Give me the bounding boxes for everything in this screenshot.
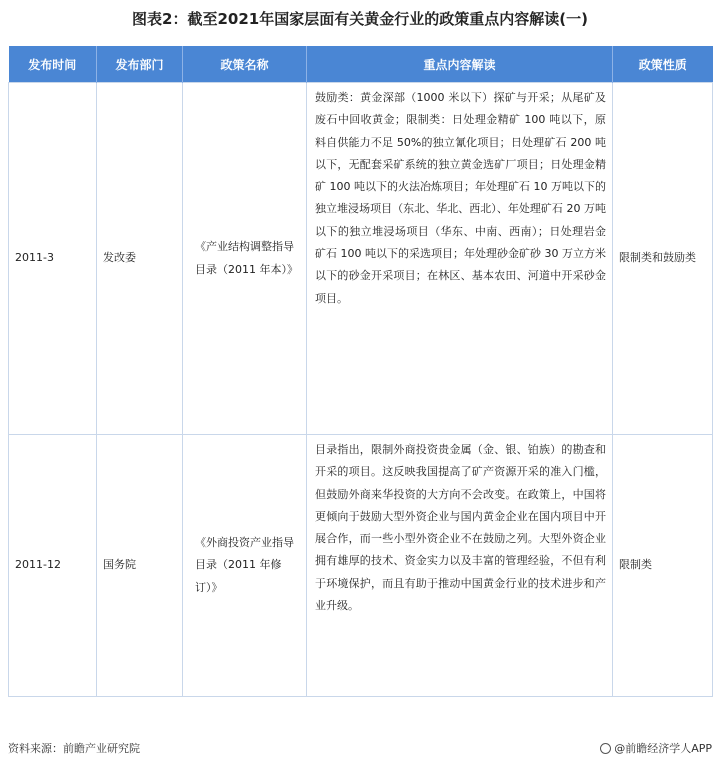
header-date: 发布时间: [9, 46, 97, 83]
row-date: 2011-12: [9, 435, 97, 697]
policy-table: [8, 46, 713, 697]
header-content: 重点内容解读: [307, 46, 613, 83]
row-date: 2011-3: [9, 83, 97, 435]
table-row: [9, 435, 713, 697]
brand-note: [600, 740, 712, 756]
row-content: 目录指出，限制外商投资贵金属（金、银、铂族）的勘查和开采的项目。这反映我国提高了矿产资源开采的准入门槛，但鼓励外商来华投资的大方向不会改变。在政策上，中国将更倾向于鼓励大型外资企业与国内黄金企业在国内项目中开展合作，而一些小型外资企业不在鼓励之列。大型外资企业拥有雄厚的技术、资金实力以及丰富的管理经验，不但有利于环境保护，而且有助于推动中国黄金行业的技术进步和产业升级。: [307, 435, 613, 697]
header-nature: 政策性质: [613, 46, 713, 83]
row-department: 国务院: [97, 435, 183, 697]
row-policy-name: 《外商投资产业指导目录（2011 年修订）》: [183, 435, 307, 697]
row-nature: 限制类和鼓励类: [613, 83, 713, 435]
chart-title: 图表2：截至2021年国家层面有关黄金行业的政策重点内容解读(一): [132, 10, 588, 28]
table-header-row: [9, 46, 713, 83]
table-row: [9, 83, 713, 435]
source-note: 资料来源：前瞻产业研究院: [8, 742, 140, 755]
row-nature: 限制类: [613, 435, 713, 697]
brand-logo-icon: [600, 743, 611, 754]
row-department: 发改委: [97, 83, 183, 435]
brand-label: @前瞻经济学人APP: [614, 742, 712, 755]
row-policy-name: 《产业结构调整指导目录（2011 年本）》: [183, 83, 307, 435]
row-content: 鼓励类：黄金深部（1000 米以下）探矿与开采；从尾矿及废石中回收黄金；限制类：日处理金精矿 100 吨以下，原料自供能力不足 50%的独立氰化项目；日处理矿石 200 吨以下，无配套采矿系统的独立黄金选矿厂项目；日处理金精矿 100 吨以下的火法冶炼项目；年处理矿石 10 万吨以下的独立堆浸场项目（东北、华北、西北）、年处理矿石 20 万吨以下的独立堆浸场项目（华东、中南、西南）；日处理岩金矿石 100 吨以下的采选项目；年处理砂金矿砂 30 万立方米以下的砂金开采项目；在林区、基本农田、河道中开采砂金项目。: [307, 83, 613, 435]
header-department: 发布部门: [97, 46, 183, 83]
header-policy-name: 政策名称: [183, 46, 307, 83]
